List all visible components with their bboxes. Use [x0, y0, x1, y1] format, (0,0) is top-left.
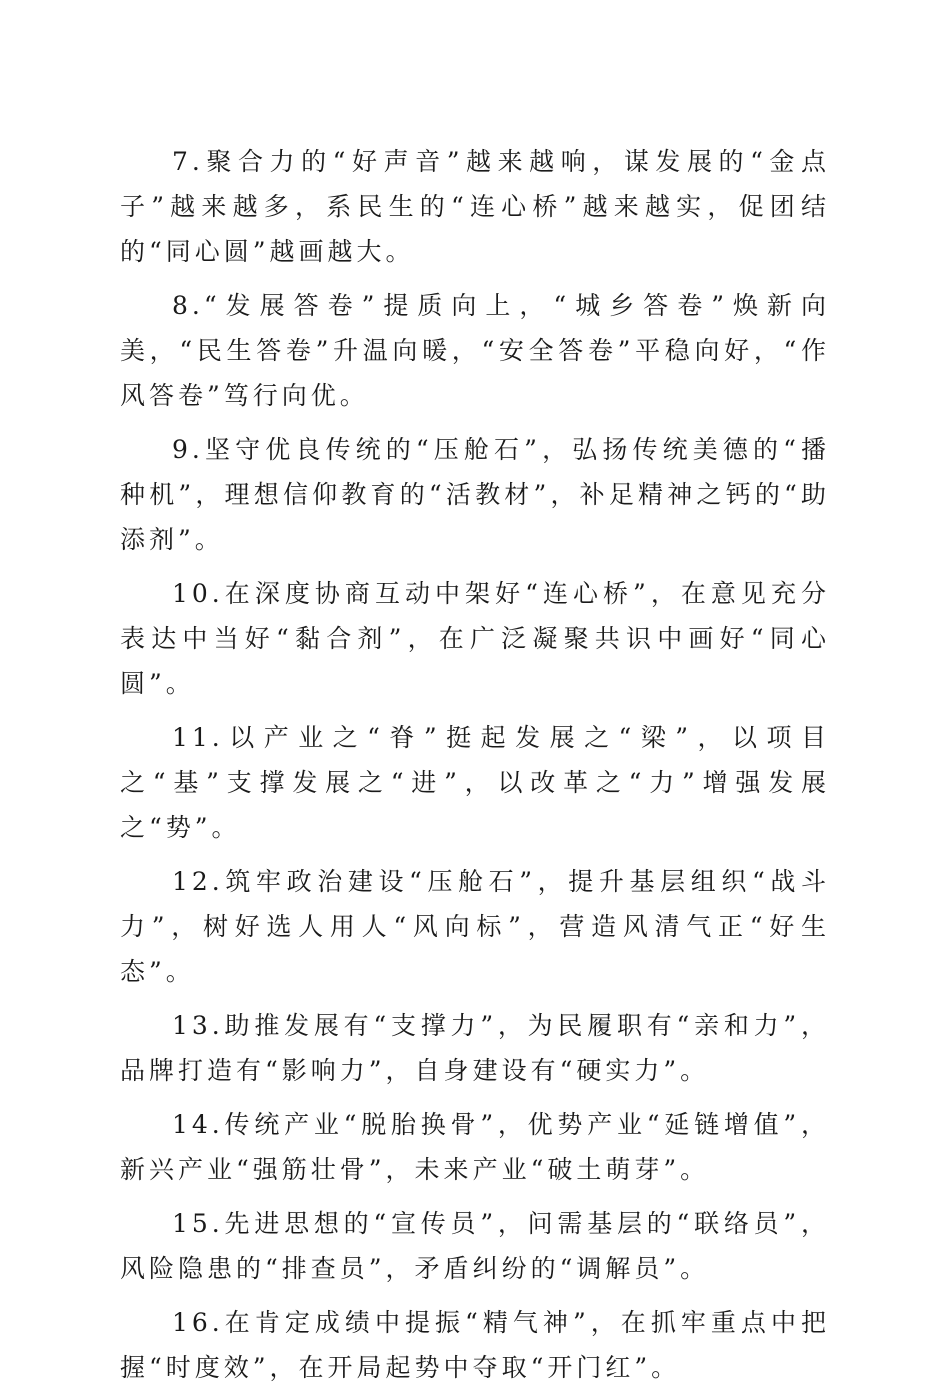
paragraph-13: 13.助推发展有“支撑力”，为民履职有“亲和力”，品牌打造有“影响力”，自身建设有“硬实力”。 — [120, 1011, 830, 1085]
paragraph-7: 7.聚合力的“好声音”越来越响，谋发展的“金点子”越来越多，系民生的“连心桥”越来越实，促团结的“同心圆”越画越大。 — [120, 147, 830, 266]
paragraph-8: 8.“发展答卷”提质向上，“城乡答卷”焕新向美，“民生答卷”升温向暖，“安全答卷”平稳向好，“作风答卷”笃行向优。 — [120, 291, 830, 410]
document-body — [120, 139, 830, 1399]
paragraph-15: 15.先进思想的“宣传员”，问需基层的“联络员”，风险隐患的“排查员”，矛盾纠纷的“调解员”。 — [120, 1209, 830, 1283]
paragraph-10: 10.在深度协商互动中架好“连心桥”，在意见充分表达中当好“黏合剂”，在广泛凝聚共识中画好“同心圆”。 — [120, 579, 830, 698]
paragraph-9: 9.坚守优良传统的“压舱石”，弘扬传统美德的“播种机”，理想信仰教育的“活教材”，补足精神之钙的“助添剂”。 — [120, 435, 830, 554]
paragraph-16: 16.在肯定成绩中提振“精气神”，在抓牢重点中把握“时度效”，在开局起势中夺取“开门红”。 — [120, 1308, 830, 1382]
paragraph-14: 14.传统产业“脱胎换骨”，优势产业“延链增值”，新兴产业“强筋壮骨”，未来产业“破土萌芽”。 — [120, 1110, 830, 1184]
paragraph-12: 12.筑牢政治建设“压舱石”，提升基层组织“战斗力”，树好选人用人“风向标”，营造风清气正“好生态”。 — [120, 867, 830, 986]
paragraph-11: 11.以产业之“脊”挺起发展之“梁”，以项目之“基”支撑发展之“进”，以改革之“力”增强发展之“势”。 — [120, 723, 830, 842]
